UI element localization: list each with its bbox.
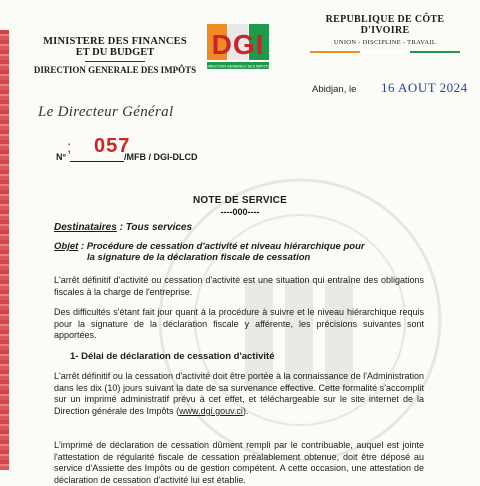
logo-text: DGI <box>211 29 265 60</box>
republic-name: REPUBLIQUE DE CÔTE D'IVOIRE <box>325 14 445 36</box>
date-line <box>312 80 468 96</box>
ministry-divider <box>85 61 145 62</box>
section-1-paragraph <box>54 371 424 417</box>
paragraph-context: Des difficultés s'étant fait jour quant à la procédure à suivre et le niveau hiérarchique requis pour la signature de la déclaration fiscale y afférente, les précisions suivantes sont apportées. <box>54 307 424 340</box>
document-title-ornament: ----000---- <box>220 207 260 217</box>
reference-number <box>56 135 256 165</box>
paragraph-intro: L'arrêt définitif d'activité ou cessation d'activité est une situation qui entraîne des obligations fiscales à la charge de l'entreprise. <box>54 275 424 297</box>
recipients-value: : Tous services <box>116 222 193 233</box>
left-security-strip <box>0 30 9 470</box>
stamp-mark-icon: ; <box>67 139 72 156</box>
dgi-logo <box>205 22 271 72</box>
section-1-title: 1- Délai de déclaration de cessation d'activité <box>70 351 275 362</box>
section-1-text: L'arrêt définitif ou la cessation d'activité doit être portée à la connaissance de l'Administration dans les dix (10) jours suivant la date de sa survenance effective. Cette formalité s'accomplit sur un imprimé administratif prévu à cet effet, et téléchargeable sur le site internet de la Direction générale des Impôts ( <box>54 371 424 416</box>
dgi-website-link[interactable]: www.dgi.gouv.ci <box>179 405 243 416</box>
reference-underline <box>70 161 124 162</box>
recipients-line <box>54 222 192 233</box>
date-stamp: 16 AOUT 2024 <box>381 80 468 95</box>
ministry-block <box>20 36 210 75</box>
subject-line1: : Procédure de cessation d'activité et niveau hiérarchique pour <box>78 241 365 252</box>
flag-stripe <box>310 51 460 53</box>
subject-block <box>54 241 434 263</box>
subject-label: Objet <box>54 241 79 252</box>
reference-prefix: N° <box>56 152 67 162</box>
section-1-text-end: ). <box>242 405 249 416</box>
date-city: Abidjan, le <box>312 84 357 95</box>
republic-motto: UNION - DISCIPLINE - TRAVAIL <box>333 39 437 46</box>
logo-subtext: DIRECTION GENERALE DES IMPOTS <box>206 64 270 69</box>
subject-line2: la signature de la déclaration fiscale de cessation <box>87 252 311 263</box>
ministry-department: DIRECTION GENERALE DES IMPÔTS <box>33 65 197 75</box>
section-1-paragraph-2: L'imprimé de déclaration de cessation dûment rempli par le contribuable, auquel est jointe l'attestation de régularité fiscale de cessation préalablement obtenue, doit être déposé au service d'Assiette des Impôts ou de gestion compétent. A cette occasion, une attestation de déclaration de cessation d'activité lui est établie. <box>54 440 424 485</box>
reference-number-stamp: 057 <box>94 135 131 157</box>
ministry-name-line1: MINISTERE DES FINANCES <box>43 36 187 47</box>
reference-suffix: /MFB / DGI-DLCD <box>124 152 198 162</box>
document-title: NOTE DE SERVICE <box>193 195 287 206</box>
signatory-title: Le Directeur Général <box>38 104 174 120</box>
recipients-label: Destinataires <box>54 222 117 233</box>
ministry-name-line2: ET DU BUDGET <box>75 47 155 58</box>
republic-block <box>300 14 470 53</box>
